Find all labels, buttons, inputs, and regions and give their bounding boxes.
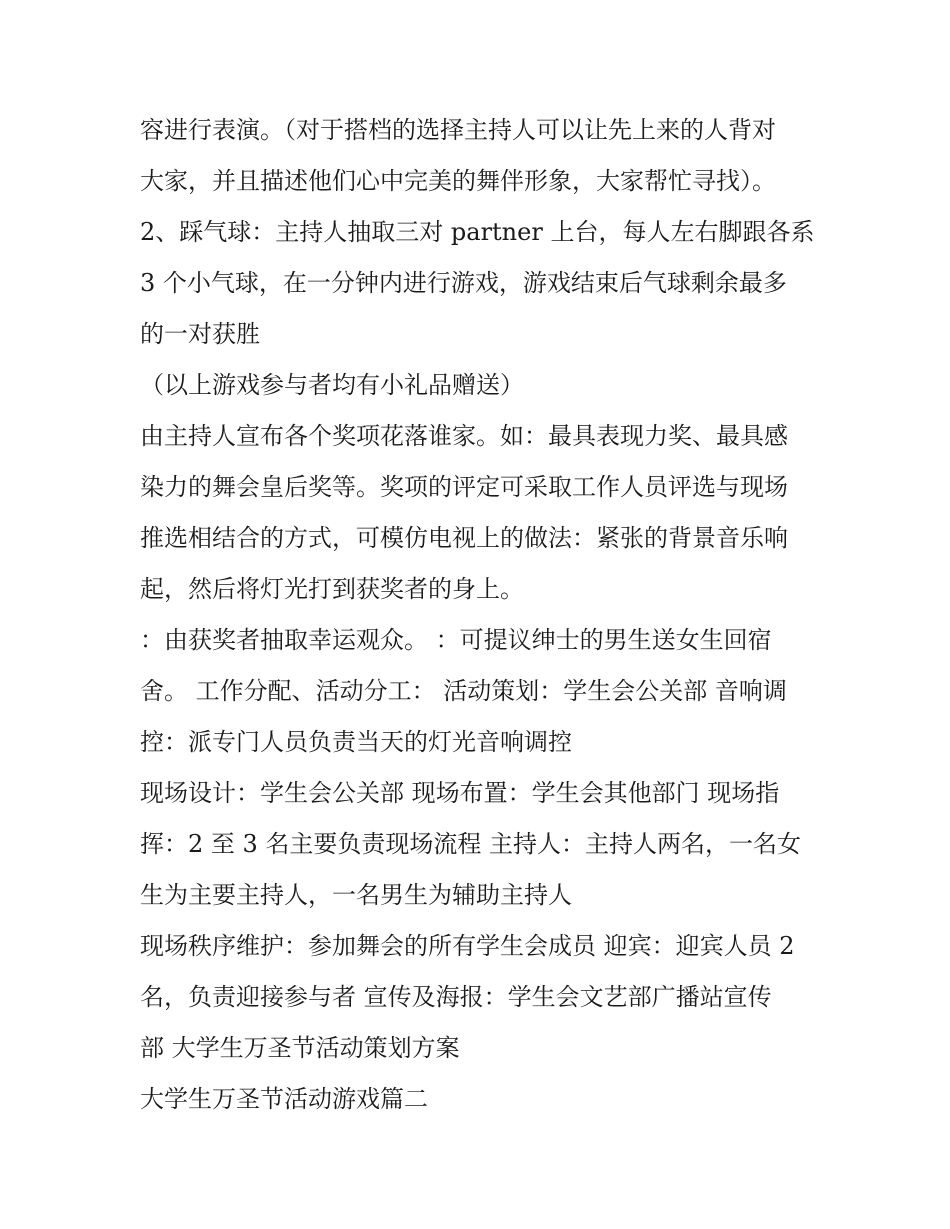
text-line: 起，然后将灯光打到获奖者的身上。 [140, 575, 524, 603]
text-line: （以上游戏参与者均有小礼品赠送） [140, 371, 524, 399]
text-line: 现场设计：学生会公关部 现场布置：学生会其他部门 现场指 [140, 779, 780, 807]
text-line: 由主持人宣布各个奖项花落谁家。如：最具表现力奖、最具感 [140, 422, 788, 450]
text-line: 大家，并且描述他们心中完美的舞伴形象，大家帮忙寻找）。 [140, 167, 776, 195]
text-line: 的一对获胜 [140, 320, 260, 348]
text-line: 舍。 工作分配、活动分工： 活动策划：学生会公关部 音响调 [140, 677, 787, 705]
document-body [140, 105, 820, 1125]
text-line: 现场秩序维护：参加舞会的所有学生会成员 迎宾：迎宾人员 2 [140, 932, 795, 960]
section-heading: 大学生万圣节活动游戏篇二 [140, 1085, 428, 1113]
text-line: 名，负责迎接参与者 宣传及海报：学生会文艺部广播站宣传 [140, 983, 772, 1011]
text-line: 部 大学生万圣节活动策划方案 [140, 1034, 460, 1062]
text-line: 3 个小气球，在一分钟内进行游戏，游戏结束后气球剩余最多 [140, 269, 787, 297]
text-line: 生为主要主持人，一名男生为辅助主持人 [140, 881, 572, 909]
text-line: 染力的舞会皇后奖等。奖项的评定可采取工作人员评选与现场 [140, 473, 788, 501]
text-line: 控：派专门人员负责当天的灯光音响调控 [140, 728, 572, 756]
text-line: 2、踩气球：主持人抽取三对 partner 上台，每人左右脚跟各系 [140, 218, 815, 246]
text-line: ：由获奖者抽取幸运观众。 ：可提议绅士的男生送女生回宿 [140, 626, 772, 654]
text-line: 容进行表演。（对于搭档的选择主持人可以让先上来的人背对 [140, 116, 776, 144]
text-line: 挥：2 至 3 名主要负责现场流程 主持人：主持人两名，一名女 [140, 830, 802, 858]
text-line: 推选相结合的方式，可模仿电视上的做法：紧张的背景音乐响 [140, 524, 788, 552]
